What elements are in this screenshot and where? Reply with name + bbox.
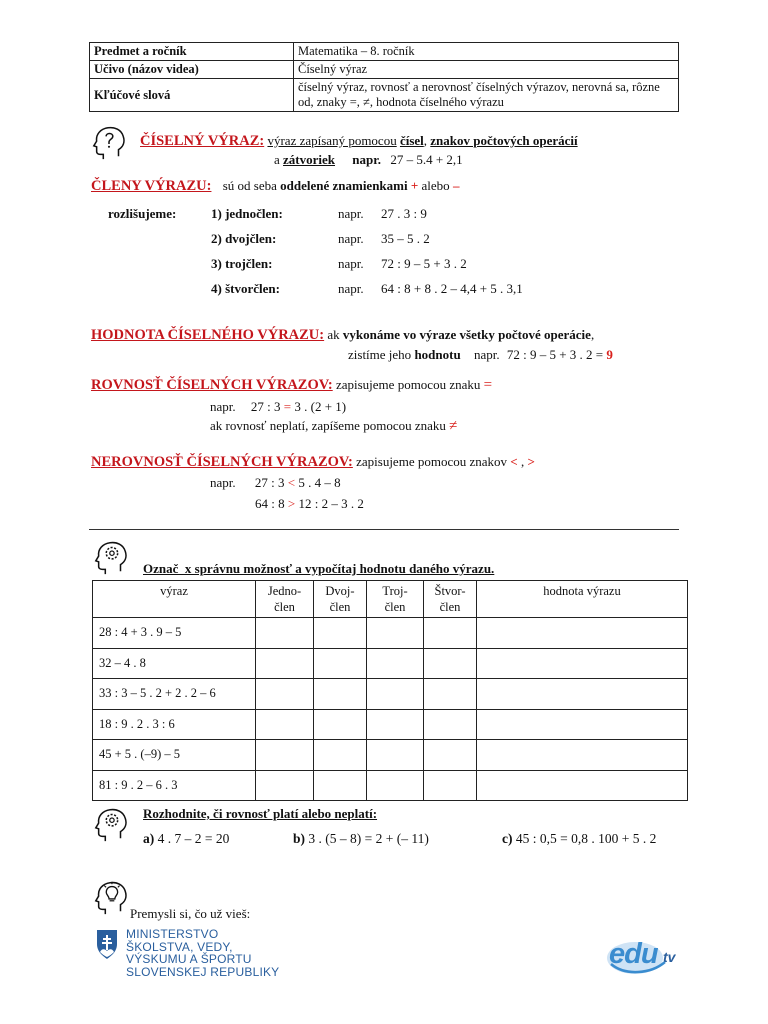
answer-cell-hodnota[interactable] — [477, 679, 688, 710]
info-row — [90, 61, 679, 79]
ministry-logo-text — [126, 928, 279, 978]
answer-cell-stvorclen[interactable] — [424, 770, 477, 801]
rovnost-heading: ROVNOSŤ ČÍSELNÝCH VÝRAZOV: — [91, 377, 333, 393]
clen-example: 27 . 3 : 9 — [381, 206, 427, 221]
answer-cell-stvorclen[interactable] — [424, 709, 477, 740]
task2-item-b — [293, 831, 429, 847]
answer-cell-jednoclen[interactable] — [256, 709, 314, 740]
answer-cell-jednoclen[interactable] — [256, 740, 314, 771]
hodnota-bold: vykonáme vo výraze všetky počtové operácie — [342, 327, 591, 342]
header-cell — [367, 581, 424, 618]
rovnost-neq-text: ak rovnosť neplatí, zapíšeme pomocou znaku — [210, 418, 446, 433]
answer-cell-hodnota[interactable] — [477, 740, 688, 771]
answer-cell-jednoclen[interactable] — [256, 770, 314, 801]
hodnota-line2 — [348, 347, 613, 363]
expr-right: 12 : 2 – 3 . 2 — [298, 496, 364, 511]
task1-title: Označ x správnu možnosť a vypočítaj hodnotu daného výrazu. — [143, 561, 495, 576]
header-label: člen — [384, 600, 406, 614]
header-label: Štvor- — [434, 584, 466, 598]
answer-cell-dvojclen[interactable] — [314, 648, 367, 679]
task3-title: Premysli si, čo už vieš: — [130, 906, 251, 921]
section-divider — [89, 529, 679, 530]
item-expression: 45 : 0,5 = 0,8 . 100 + 5 . 2 — [515, 831, 657, 846]
cleny-or: alebo — [421, 178, 450, 193]
answer-cell-stvorclen[interactable] — [424, 679, 477, 710]
napr-label: napr. — [210, 399, 236, 414]
info-value: Matematika – 8. ročník — [294, 43, 679, 61]
greater-than-sign: > — [287, 496, 296, 511]
napr-label: napr. — [210, 475, 236, 490]
less-than-sign: < — [510, 454, 518, 469]
nerovnost-heading: NEROVNOSŤ ČÍSELNÝCH VÝRAZOV: — [91, 454, 353, 470]
text-a: a — [274, 152, 280, 167]
info-value: Číselný výraz — [294, 61, 679, 79]
answer-cell-hodnota[interactable] — [477, 648, 688, 679]
rovnost-neq-line — [210, 418, 457, 435]
hodnota-text: ak — [327, 327, 340, 342]
info-table — [89, 42, 679, 112]
equals-sign: = — [483, 377, 493, 393]
slovak-coat-of-arms-icon — [95, 928, 119, 960]
answer-cell-jednoclen[interactable] — [256, 679, 314, 710]
answer-cell-dvojclen[interactable] — [314, 618, 367, 649]
ministry-line: ŠKOLSTVA, VEDY, — [126, 939, 233, 954]
rovnost-text: zapisujeme pomocou znaku — [335, 377, 481, 392]
rozlisujeme-label: rozlišujeme: — [108, 206, 177, 221]
rovnost-line — [91, 377, 492, 394]
clen-label: 1) jednočlen: — [211, 206, 283, 221]
header-cell — [424, 581, 477, 618]
rovnost-example — [210, 399, 346, 415]
header-label: člen — [274, 600, 295, 614]
item-label: b) — [293, 831, 306, 846]
ciselny-vyraz-line1 — [140, 133, 578, 150]
expression-cell: 45 + 5 . (–9) – 5 — [93, 740, 256, 771]
answer-cell-dvojclen[interactable] — [314, 740, 367, 771]
plus-sign: + — [410, 178, 419, 193]
hodnota-text: zistíme jeho — [348, 347, 412, 362]
nerovnost-line — [91, 454, 535, 471]
expr-right: 5 . 4 – 8 — [298, 475, 341, 490]
comma: , — [520, 454, 525, 469]
header-cell — [93, 581, 256, 618]
header-label: Jedno- — [267, 584, 302, 598]
comma: , — [423, 133, 428, 148]
ciselny-vyraz-line2 — [274, 152, 463, 168]
thinking-head-lightbulb-icon — [92, 878, 130, 916]
info-row — [90, 43, 679, 61]
hodnota-heading: HODNOTA ČÍSELNÉHO VÝRAZU: — [91, 327, 325, 343]
cleny-bold-text: oddelené znamienkami — [280, 178, 408, 193]
answer-cell-jednoclen[interactable] — [256, 648, 314, 679]
ciselny-vyraz-text: výraz zapísaný pomocou — [267, 133, 397, 148]
expression-cell: 28 : 4 + 3 . 9 – 5 — [93, 618, 256, 649]
napr-label: napr. — [338, 231, 364, 246]
thinking-head-gear-icon — [92, 538, 130, 576]
less-than-sign: < — [287, 475, 296, 490]
keyword-znakov: znakov počtových operácií — [430, 133, 578, 148]
edutv-logo — [605, 934, 683, 978]
item-label: a) — [143, 831, 155, 846]
table-row — [93, 679, 688, 710]
greater-than-sign: > — [527, 454, 535, 469]
ministry-line: VÝSKUMU A ŠPORTU — [126, 952, 252, 966]
napr-label: napr. — [352, 152, 382, 167]
edutv-logo-tv: tv — [663, 949, 676, 965]
clen-example: 72 : 9 – 5 + 3 . 2 — [381, 256, 467, 271]
answer-cell-hodnota[interactable] — [477, 618, 688, 649]
keyword-zatvoriek: zátvoriek — [283, 152, 336, 167]
item-label: c) — [502, 831, 513, 846]
nerovnost-text: zapisujeme pomocou znakov — [356, 454, 508, 469]
exercise-header-row — [93, 581, 688, 618]
nerovnost-example1 — [210, 475, 341, 491]
answer-cell-trojclen[interactable] — [367, 740, 424, 771]
expression-cell: 33 : 3 – 5 . 2 + 2 . 2 – 6 — [93, 679, 256, 710]
answer-cell-hodnota[interactable] — [477, 770, 688, 801]
expr-left: 27 : 3 — [250, 399, 281, 414]
clen-label: 4) štvorčlen: — [211, 281, 280, 296]
edutv-logo-text: edu — [609, 938, 658, 970]
answer-cell-trojclen[interactable] — [367, 770, 424, 801]
example-expression: 27 – 5.4 + 2,1 — [390, 152, 463, 167]
header-label: výraz — [160, 584, 188, 598]
clen-example: 35 – 5 . 2 — [381, 231, 430, 246]
header-label: člen — [439, 600, 461, 614]
expression-cell: 18 : 9 . 2 . 3 : 6 — [93, 709, 256, 740]
info-key: Predmet a ročník — [90, 43, 294, 61]
item-expression: 4 . 7 – 2 = 20 — [157, 831, 230, 846]
table-row — [93, 740, 688, 771]
table-row — [93, 648, 688, 679]
equals-sign: = — [283, 399, 292, 414]
keyword-cisel: čísel — [399, 133, 424, 148]
hodnota-result: 9 — [606, 347, 613, 362]
hodnota-bold: hodnotu — [414, 347, 461, 362]
answer-cell-trojclen[interactable] — [367, 709, 424, 740]
expr-left: 27 : 3 — [254, 475, 285, 490]
header-label: Troj- — [382, 584, 408, 598]
info-row — [90, 79, 679, 112]
answer-cell-trojclen[interactable] — [367, 648, 424, 679]
nerovnost-example2 — [255, 496, 364, 512]
ciselny-vyraz-heading: ČÍSELNÝ VÝRAZ: — [140, 133, 265, 149]
answer-cell-dvojclen[interactable] — [314, 679, 367, 710]
napr-label: napr. — [338, 281, 364, 296]
table-row — [93, 618, 688, 649]
ministry-line: MINISTERSTVO — [126, 927, 219, 941]
minus-sign: – — [452, 178, 460, 193]
info-key: Kľúčové slová — [90, 79, 294, 112]
answer-cell-dvojclen[interactable] — [314, 770, 367, 801]
table-row — [93, 709, 688, 740]
answer-cell-stvorclen[interactable] — [424, 648, 477, 679]
answer-cell-trojclen[interactable] — [367, 618, 424, 649]
cleny-text: sú od seba — [222, 178, 277, 193]
napr-label: napr. — [338, 256, 364, 271]
header-label: člen — [329, 600, 351, 614]
task2-item-a — [143, 831, 229, 847]
napr-label: napr. — [473, 347, 500, 362]
header-cell — [314, 581, 367, 618]
thinking-head-question-icon — [90, 124, 128, 162]
expression-cell: 81 : 9 . 2 – 6 . 3 — [93, 770, 256, 801]
task2-item-c — [502, 831, 656, 847]
clen-label: 3) trojčlen: — [211, 256, 273, 271]
header-label: hodnota výrazu — [543, 584, 621, 598]
item-expression: 3 . (5 – 8) = 2 + (– 11) — [308, 831, 429, 846]
expr-left: 64 : 8 — [255, 496, 285, 511]
table-row — [93, 770, 688, 801]
expression-cell: 32 – 4 . 8 — [93, 648, 256, 679]
ministry-line: SLOVENSKEJ REPUBLIKY — [126, 964, 280, 979]
header-cell — [256, 581, 314, 618]
napr-label: napr. — [338, 206, 364, 221]
task2-title: Rozhodnite, či rovnosť platí alebo neplatí: — [143, 806, 378, 821]
answer-cell-dvojclen[interactable] — [314, 709, 367, 740]
info-key: Učivo (názov videa) — [90, 61, 294, 79]
header-label: Dvoj- — [325, 584, 355, 598]
header-cell — [477, 581, 688, 618]
expr-right: 3 . (2 + 1) — [294, 399, 347, 414]
thinking-head-gear-icon — [92, 805, 130, 843]
not-equal-sign: ≠ — [449, 418, 458, 434]
answer-cell-trojclen[interactable] — [367, 679, 424, 710]
cleny-line — [91, 178, 459, 195]
cleny-heading: ČLENY VÝRAZU: — [91, 178, 212, 194]
hodnota-example: 72 : 9 – 5 + 3 . 2 = — [506, 347, 604, 362]
hodnota-line1 — [91, 327, 594, 344]
comma: , — [590, 327, 595, 342]
exercise-table — [92, 580, 688, 801]
answer-cell-hodnota[interactable] — [477, 709, 688, 740]
clen-example: 64 : 8 + 8 . 2 – 4,4 + 5 . 3,1 — [381, 281, 523, 296]
answer-cell-stvorclen[interactable] — [424, 740, 477, 771]
info-value: číselný výraz, rovnosť a nerovnosť číselných výrazov, nerovná sa, rôzne od, znaky =, ≠, hodnota číselného výrazu — [294, 79, 679, 112]
clen-label: 2) dvojčlen: — [211, 231, 277, 246]
answer-cell-stvorclen[interactable] — [424, 618, 477, 649]
answer-cell-jednoclen[interactable] — [256, 618, 314, 649]
